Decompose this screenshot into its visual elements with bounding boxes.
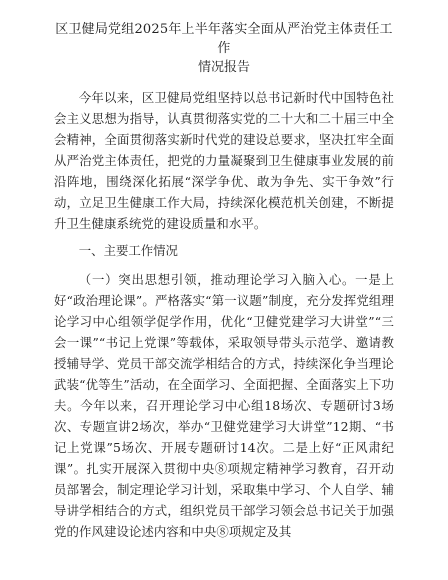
document-title: 区卫健局党组2025年上半年落实全面从严治党主体责任工作 <box>55 22 393 56</box>
document-subtitle: 情况报告 <box>197 60 250 75</box>
intro-paragraph: 今年以来，区卫健局党组坚持以总书记新时代中国特色社会主义思想为指导，认真贯彻落实党的二十大和二十届三中全会精神，全面贯彻落实新时代党的建设总要求，坚决扛牢全面从严治党主体责任，把党的力量凝聚到卫生健康事业发展的前沿阵地，围绕深化拓展“深学争优、敢为争先、实干争效”行动，立足卫生健康工作大局，持续深化模范机关创建，不断提升卫生健康系统党的建设质量和水平。 <box>54 90 394 231</box>
section-heading: 一、主要工作情况 <box>78 243 178 258</box>
section-paragraph: （一）突出思想引领，推动理论学习入脑入心。一是上好“政治理论课”。严格落实“第一议题”制度，充分发挥党组理论学习中心组领学促学作用，优化“卫健党建学习大讲堂”“三会一课”“书记上党课”等载体，采取领导带头示范学、邀请教授辅导学、党员干部交流学相结合的方式，持续深化争当理论武装“优等生”活动，在全面学习、全面把握、全面落实上下功夫。今年以来，召开理论学习中心组18场次、专题研讨3场次、专题宣讲2场次，举办“卫健党建学习大讲堂”12期、“书记上党课”5场次、开展专题研讨14次。二是上好“正风肃纪课”。扎实开展深入贯彻中央⑧项规定精神学习教育，召开动员部署会，制定理论学习计划，采取集中学习、个人自学、辅导讲学相结合的方式，组织党员干部学习领会总书记关于加强党的作风建设论述内容和中央⑧项规定及其 <box>54 272 394 539</box>
